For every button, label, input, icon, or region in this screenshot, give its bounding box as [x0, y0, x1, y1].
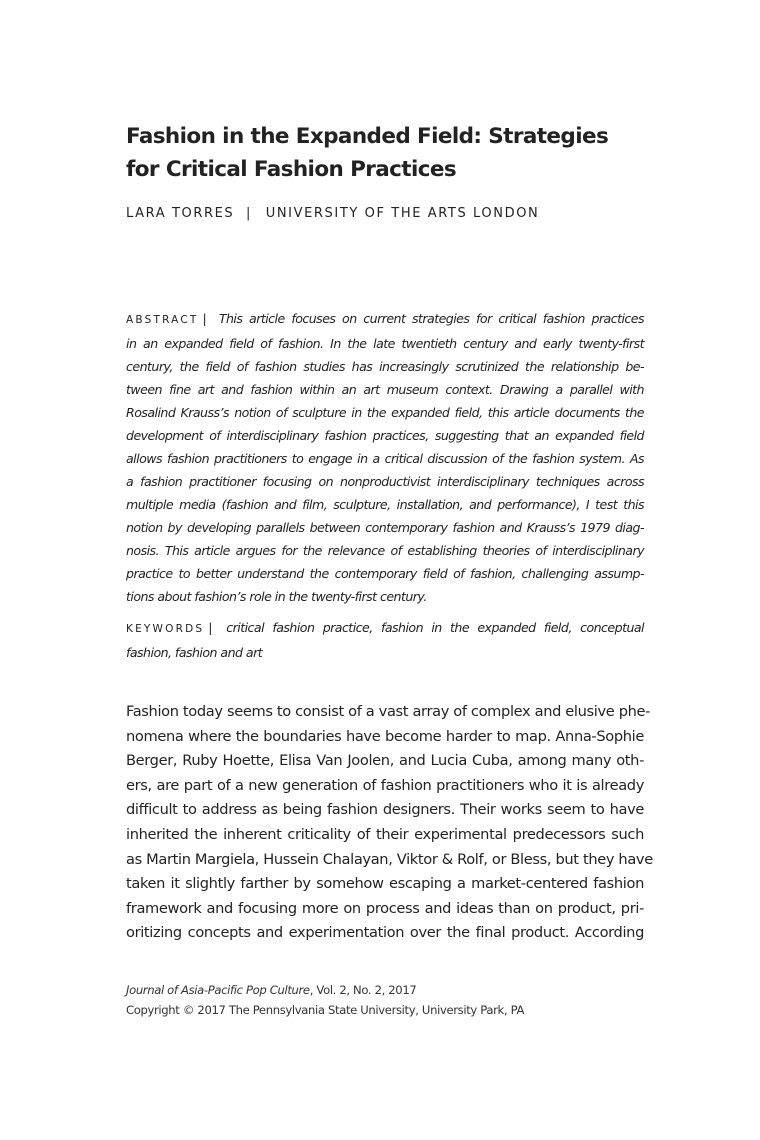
abstract-separator: |	[202, 311, 207, 326]
abstract-line: in an expanded field of fashion. In the late twentieth century and early twenty-first	[126, 336, 644, 351]
body-line: Berger, Ruby Hoette, Elisa Van Joolen, and Lucia Cuba, among many oth-	[126, 752, 644, 770]
keywords-line: fashion, fashion and art	[126, 645, 263, 660]
keywords-label: KEYWORDS	[126, 623, 205, 635]
keywords	[126, 616, 644, 664]
keywords-text: critical fashion practice, fashion in the expanded field, conceptual	[226, 620, 644, 635]
byline	[126, 204, 644, 224]
body-line: oritizing concepts and experimentation over the final product. According	[126, 924, 644, 942]
keywords-line	[126, 616, 644, 641]
abstract-line: tween fine art and fashion within an art museum context. Drawing a parallel with	[126, 382, 644, 397]
abstract-line: practice to better understand the contemporary field of fashion, challenging assump-	[126, 566, 644, 581]
abstract	[126, 307, 644, 608]
abstract-line: tions about fashion’s role in the twenty-first century.	[126, 589, 427, 604]
body-line: taken it slightly farther by somehow escaping a market-centered fashion	[126, 875, 644, 893]
abstract-line: Rosalind Krauss’s notion of sculpture in the expanded field, this article documents the	[126, 405, 644, 420]
body-paragraph	[126, 700, 653, 946]
body-line: ers, are part of a new generation of fashion practitioners who it is already	[126, 776, 644, 794]
title-line: Fashion in the Expanded Field: Strategies	[126, 124, 609, 149]
author-name: LARA TORRES	[126, 206, 235, 221]
abstract-line: development of interdisciplinary fashion practices, suggesting that an expanded field	[126, 428, 644, 443]
body-line: difficult to address as being fashion designers. Their works seem to have	[126, 801, 644, 819]
abstract-line: a fashion practitioner focusing on nonproductivist interdisciplinary techniques across	[126, 474, 644, 489]
abstract-text: This article focuses on current strategies for critical fashion practices	[218, 311, 644, 326]
body-line: as Martin Margiela, Hussein Chalayan, Viktor & Rolf, or Bless, but they have	[126, 850, 653, 868]
abstract-line: multiple media (fashion and film, sculpture, installation, and performance), I test this	[126, 497, 644, 512]
body-line: inherited the inherent criticality of their experimental predecessors such	[126, 825, 644, 843]
keywords-separator: |	[208, 620, 212, 635]
body-line: framework and focusing more on process and ideas than on product, pri-	[126, 899, 644, 917]
author-affiliation: UNIVERSITY OF THE ARTS LONDON	[265, 206, 540, 221]
abstract-line: nosis. This article argues for the relevance of establishing theories of interdisciplinary	[126, 543, 644, 558]
abstract-line: notion by developing parallels between contemporary fashion and Krauss’s 1979 diag-	[126, 520, 644, 535]
copyright-notice: Copyright © 2017 The Pennsylvania State University, University Park, PA	[126, 1003, 525, 1017]
journal-name: Journal of Asia-Pacific Pop Culture	[126, 983, 310, 997]
title-line: for Critical Fashion Practices	[126, 157, 457, 182]
body-line: nomena where the boundaries have become harder to map. Anna-Sophie	[126, 727, 644, 745]
abstract-line: allows fashion practitioners to engage in a critical discussion of the fashion system. As	[126, 451, 644, 466]
page-footer	[126, 980, 644, 1020]
journal-citation	[126, 980, 644, 1000]
byline-separator: |	[246, 206, 252, 221]
abstract-line	[126, 307, 644, 332]
article-title	[126, 120, 644, 186]
abstract-line: century, the field of fashion studies has increasingly scrutinized the relationship be-	[126, 359, 644, 374]
abstract-label: ABSTRACT	[126, 314, 199, 326]
journal-issue: , Vol. 2, No. 2, 2017	[309, 983, 417, 997]
body-line: Fashion today seems to consist of a vast array of complex and elusive phe-	[126, 703, 651, 720]
